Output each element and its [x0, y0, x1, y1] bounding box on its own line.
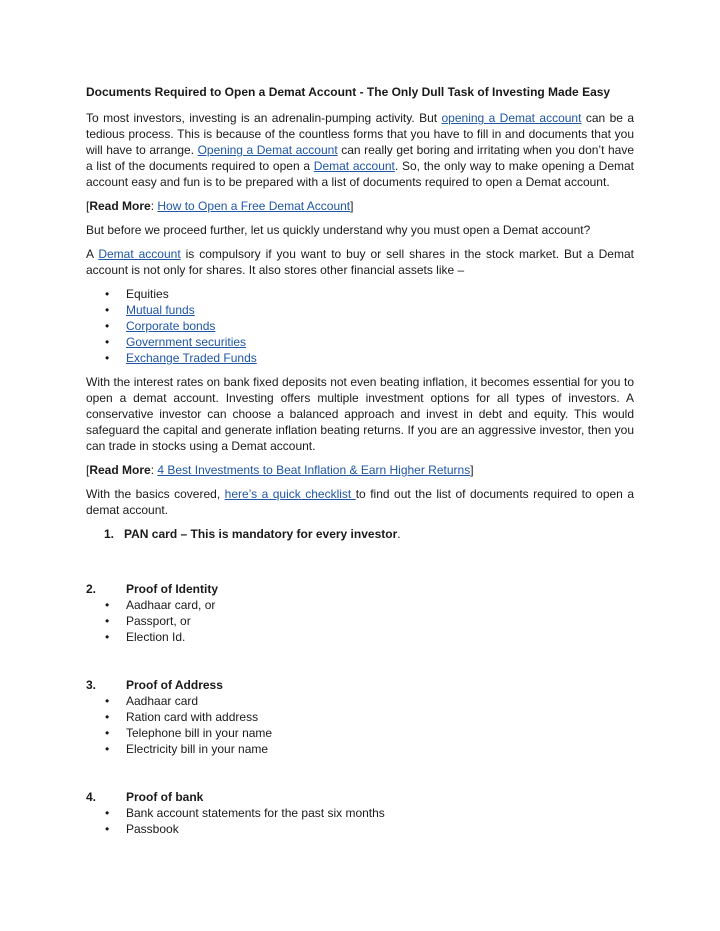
step-heading: Proof of Identity [126, 582, 218, 596]
list-item [86, 318, 634, 334]
read-more-1: [Read More: How to Open a Free Demat Account] [86, 199, 354, 213]
link-demat-account[interactable]: Demat account [313, 159, 395, 173]
link-mutual-funds[interactable]: Mutual funds [126, 303, 195, 317]
paragraph-compulsory: A Demat account is compulsory if you want to buy or sell shares in the stock market. But a Demat account is not only for shares. It also stores other financial assets like – [86, 247, 634, 277]
assets-list [86, 286, 634, 366]
list-item [86, 334, 634, 350]
list-item: • Election Id. [86, 629, 634, 645]
step-number: 4. [86, 790, 97, 804]
list-item: • Passbook [86, 821, 634, 837]
link-demat-account-2[interactable]: Demat account [98, 247, 181, 261]
step-number: 3. [86, 678, 97, 692]
list-item: • Equities [86, 286, 634, 302]
step-3 [86, 677, 634, 757]
list-item: • Telephone bill in your name [86, 725, 634, 741]
step-1: 1. PAN card – This is mandatory for every investor. [104, 527, 401, 541]
list-item: • Ration card with address [86, 709, 634, 725]
step-2 [86, 581, 634, 645]
list-item: • Aadhaar card [86, 693, 634, 709]
paragraph-checklist: With the basics covered, here’s a quick checklist to find out the list of documents required to open a demat account. [86, 487, 634, 517]
step-heading: Proof of Address [126, 678, 223, 692]
link-best-investments[interactable]: 4 Best Investments to Beat Inflation & Earn Higher Returns [157, 463, 471, 477]
read-more-2: [Read More: 4 Best Investments to Beat Inflation & Earn Higher Returns] [86, 463, 474, 477]
link-exchange-traded-funds[interactable]: Exchange Traded Funds [126, 351, 257, 365]
list-item: • Aadhaar card, or [86, 597, 634, 613]
paragraph-why: But before we proceed further, let us quickly understand why you must open a Demat account? [86, 223, 591, 237]
list-item [86, 302, 634, 318]
link-opening-demat-account[interactable]: opening a Demat account [441, 111, 582, 125]
paragraph-intro: To most investors, investing is an adrenalin-pumping activity. But opening a Demat account can be a tedious process. This is because of the countless forms that you have to fill in and documents that you will have to arrange. Opening a Demat account can really get boring and irritating when you don’t have a list of the documents required to open a Demat account. So, the only way to make opening a Demat account easy and fun is to be prepared with a list of documents required to open a Demat account. [86, 111, 635, 189]
doc-title: Documents Required to Open a Demat Account - The Only Dull Task of Investing Made Easy [86, 85, 611, 99]
link-corporate-bonds[interactable]: Corporate bonds [126, 319, 216, 333]
link-free-demat-account[interactable]: How to Open a Free Demat Account [157, 199, 351, 213]
link-opening-demat-account-2[interactable]: Opening a Demat account [197, 143, 338, 157]
list-item: • Electricity bill in your name [86, 741, 634, 757]
step-4 [86, 789, 634, 837]
step-heading: Proof of bank [126, 790, 204, 804]
list-item: • Bank account statements for the past six months [86, 805, 634, 821]
link-quick-checklist[interactable]: here’s a quick checklist [224, 487, 356, 501]
paragraph-inflation: With the interest rates on bank fixed deposits not even beating inflation, it becomes essential for you to open a demat account. Investing offers multiple investment options for all types of investors. A conservative investor can choose a balanced approach and invest in debt and equity. This would safeguard the capital and generate inflation beating returns. If you are an aggressive investor, then you can trade in stocks using a Demat account. [86, 375, 634, 453]
list-item: • Passport, or [86, 613, 634, 629]
step-number: 2. [86, 582, 97, 596]
link-government-securities[interactable]: Government securities [126, 335, 247, 349]
list-item [86, 350, 634, 366]
